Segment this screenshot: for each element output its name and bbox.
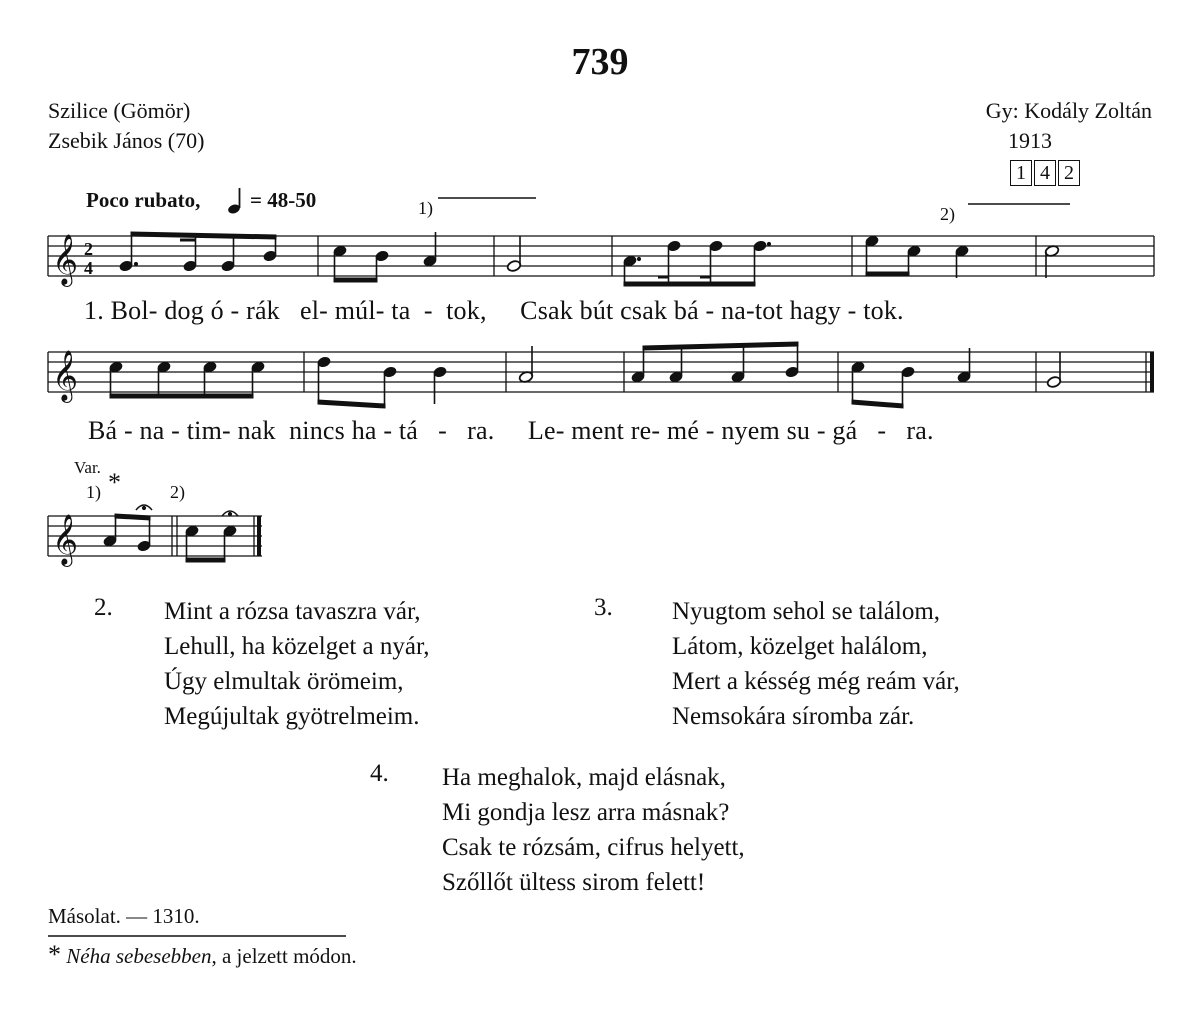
- footnote-divider: [48, 934, 348, 938]
- time-sig-bottom: 4: [84, 258, 93, 278]
- time-sig-top: 2: [84, 239, 93, 259]
- footnote-asterisk: *: [48, 940, 61, 969]
- footnote: [48, 940, 357, 970]
- stanza-2-number: 2.: [94, 594, 113, 621]
- stanza-line: Mert a késség még reám vár,: [672, 668, 960, 695]
- lyrics-line-1: 1. Bol- dog ó - rák el- múl- ta - tok, Csak bút csak bá - na-tot hagy - tok.: [84, 296, 904, 325]
- variant-staff: [46, 502, 276, 578]
- quarter-note-icon: [226, 186, 248, 216]
- year: 1913: [1008, 128, 1052, 153]
- stanza-line: Látom, közelget halálom,: [672, 633, 928, 660]
- footnote-italic: Néha sebesebben: [66, 944, 212, 968]
- variant-1-label: 1): [86, 482, 101, 502]
- stanza-line: Nemsokára síromba zár.: [672, 703, 915, 730]
- class-box-1: 1: [1010, 160, 1032, 186]
- stanza-line: Ha meghalok, majd elásnak,: [442, 764, 726, 791]
- variant-label: Var.: [74, 458, 101, 477]
- stanza-4: [442, 760, 745, 900]
- variant-asterisk: *: [108, 468, 121, 497]
- stanza-3-number: 3.: [594, 594, 613, 621]
- staff-system-2: [46, 338, 1158, 414]
- stanza-line: Nyugtom sehol se találom,: [672, 598, 941, 625]
- treble-clef-icon: 𝄞: [52, 350, 79, 401]
- lyrics-line-2: Bá - na - tim- nak nincs ha - tá - ra. Le- ment re- mé - nyem su - gá - ra.: [88, 416, 934, 445]
- variant-bracket-1: [438, 196, 538, 202]
- variant-bracket-2: [968, 202, 1072, 208]
- stanza-3: [672, 594, 960, 734]
- copy-note: Másolat. — 1310.: [48, 904, 200, 928]
- stanza-line: Mint a rózsa tavaszra vár,: [164, 598, 421, 625]
- stanza-line: Szőllőt ültess sirom felett!: [442, 869, 706, 896]
- treble-clef-icon: 𝄞: [52, 514, 79, 565]
- collector: Gy: Kodály Zoltán: [985, 98, 1152, 123]
- stanza-line: Csak te rózsám, cifrus helyett,: [442, 834, 745, 861]
- stanza-2: [164, 594, 430, 734]
- footnote-text: , a jelzett módon.: [211, 944, 357, 968]
- stanza-4-number: 4.: [370, 760, 389, 787]
- class-box-2: 4: [1034, 160, 1056, 186]
- class-box-3: 2: [1058, 160, 1080, 186]
- location: Szilice (Gömör): [48, 98, 191, 123]
- variant-marker-1: 1): [418, 198, 433, 218]
- stanza-line: Úgy elmultak örömeim,: [164, 668, 404, 695]
- page-number: 739: [571, 41, 629, 83]
- tempo-marking: Poco rubato,: [86, 188, 201, 212]
- stanza-line: Mi gondja lesz arra másnak?: [442, 799, 730, 826]
- stanza-line: Megújultak gyötrelmeim.: [164, 703, 420, 730]
- stanza-line: Lehull, ha közelget a nyár,: [164, 633, 430, 660]
- treble-clef-icon: 𝄞: [52, 234, 79, 285]
- singer: Zsebik János (70): [48, 128, 205, 153]
- staff-system-1: [46, 222, 1158, 292]
- classification-boxes: [1010, 160, 1082, 186]
- variant-2-label: 2): [170, 482, 185, 502]
- metronome-value: = 48-50: [250, 188, 317, 212]
- variant-marker-2: 2): [940, 204, 955, 224]
